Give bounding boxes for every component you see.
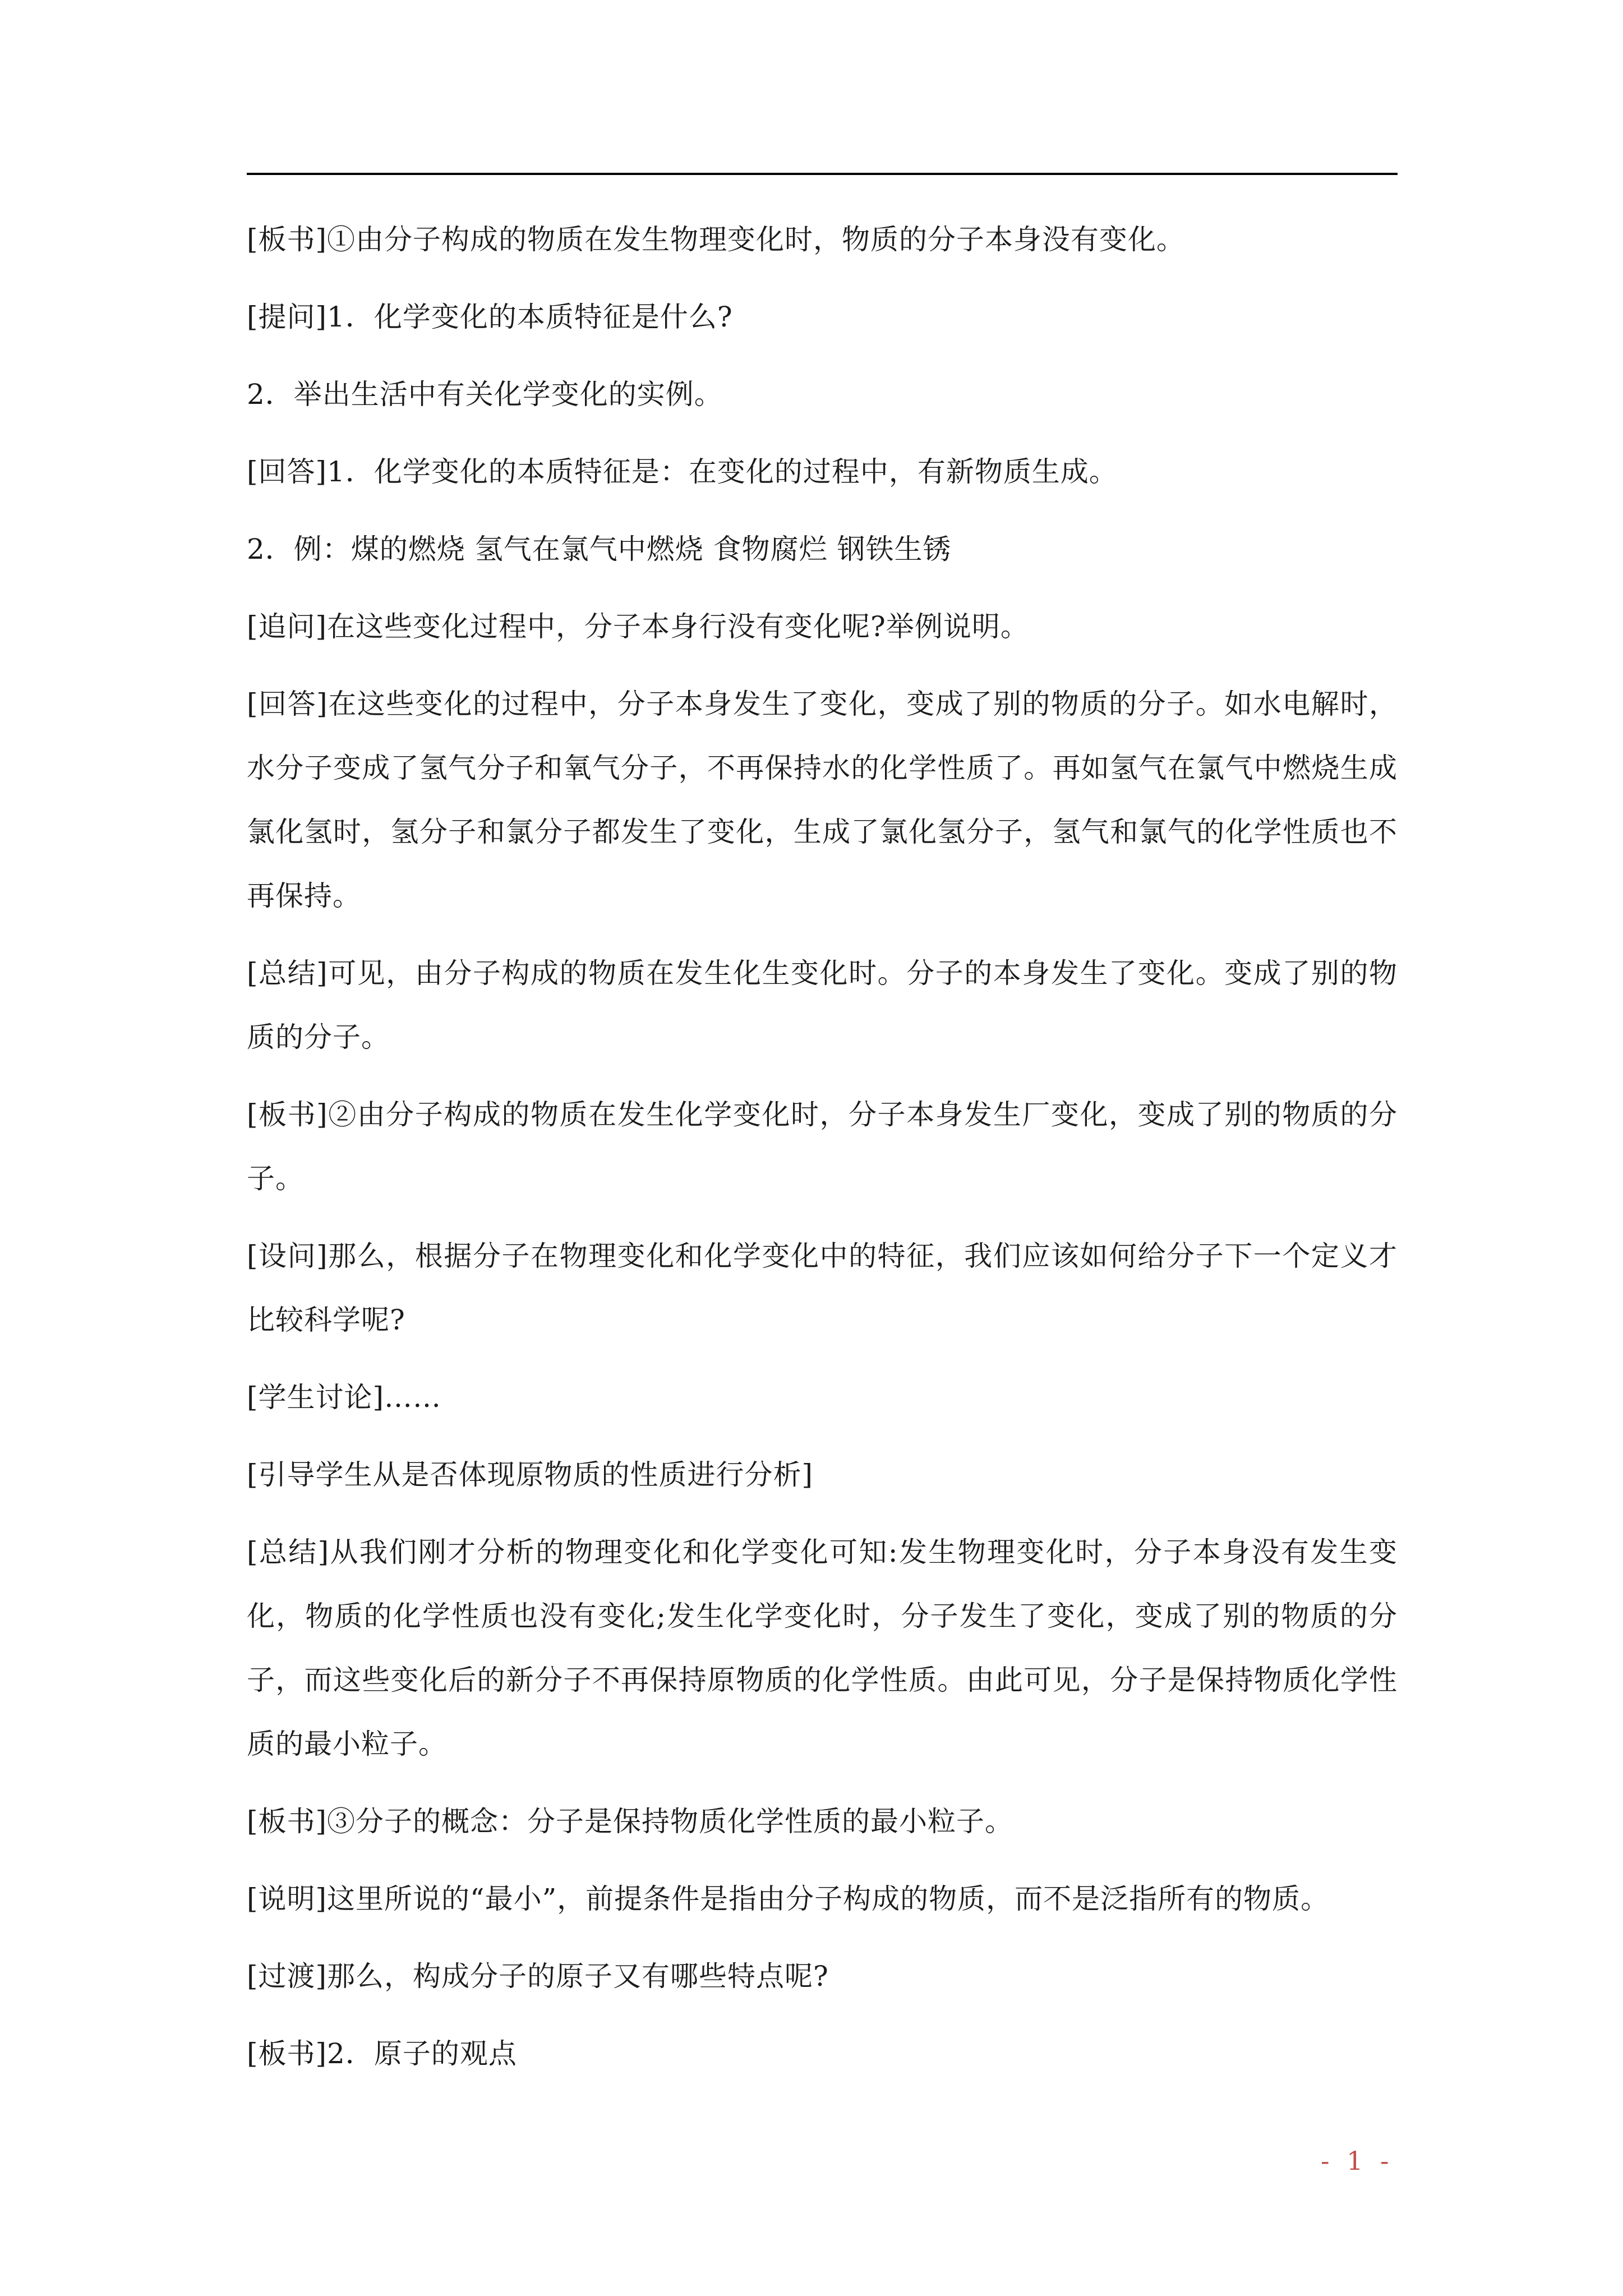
paragraph-answer-1: [回答]1．化学变化的本质特征是：在变化的过程中，有新物质生成。 <box>247 455 1118 488</box>
paragraph-board-note-4: [板书]2．原子的观点 <box>247 2037 517 2070</box>
paragraph-question-1: [提问]1．化学变化的本质特征是什么? <box>247 301 733 333</box>
paragraph-student-discussion: [学生讨论]…… <box>247 1381 442 1414</box>
paragraph-setup-question: [设问]那么，根据分子在物理变化和化学变化中的特征，我们应该如何给分子下一个定义才比较科学呢? <box>247 1240 1398 1336</box>
paragraph-follow-up-question: [追问]在这些变化过程中，分子本身行没有变化呢?举例说明。 <box>247 610 1029 643</box>
header-rule <box>247 173 1398 175</box>
paragraph-guidance: [引导学生从是否体现原物质的性质进行分析] <box>247 1458 814 1491</box>
paragraph-transition: [过渡]那么，构成分子的原子又有哪些特点呢? <box>247 1960 829 1993</box>
paragraph-explanation: [说明]这里所说的“最小”，前提条件是指由分子构成的物质，而不是泛指所有的物质。 <box>247 1883 1330 1915</box>
document-body <box>247 208 1398 2099</box>
paragraph-board-note-2: [板书]②由分子构成的物质在发生化学变化时，分子本身发生厂变化，变成了别的物质的分子。 <box>247 1098 1398 1195</box>
paragraph-answer-3: [回答]在这些变化的过程中，分子本身发生了变化，变成了别的物质的分子。如水电解时，水分子变成了氢气分子和氧气分子，不再保持水的化学性质了。再如氢气在氯气中燃烧生成氯化氢时，氢分子和氯分子都发生了变化，生成了氯化氢分子，氢气和氯气的化学性质也不再保持。 <box>247 688 1398 912</box>
paragraph-board-note-3: [板书]③分子的概念：分子是保持物质化学性质的最小粒子。 <box>247 1805 1014 1838</box>
paragraph-summary-2: [总结]从我们刚才分析的物理变化和化学变化可知:发生物理变化时，分子本身没有发生变化，物质的化学性质也没有变化;发生化学变化时，分子发生了变化，变成了别的物质的分子，而这些变化后的新分子不再保持原物质的化学性质。由此可见，分子是保持物质化学性质的最小粒子。 <box>247 1536 1398 1760</box>
paragraph-board-note-1: [板书]①由分子构成的物质在发生物理变化时，物质的分子本身没有变化。 <box>247 223 1186 256</box>
paragraph-summary-1: [总结]可见，由分子构成的物质在发生化生变化时。分子的本身发生了变化。变成了别的物质的分子。 <box>247 957 1398 1053</box>
paragraph-answer-2: 2．例：煤的燃烧 氢气在氯气中燃烧 食物腐烂 钢铁生锈 <box>247 533 952 565</box>
page-number: - 1 - <box>1321 2146 1394 2176</box>
paragraph-question-2: 2．举出生活中有关化学变化的实例。 <box>247 378 723 411</box>
